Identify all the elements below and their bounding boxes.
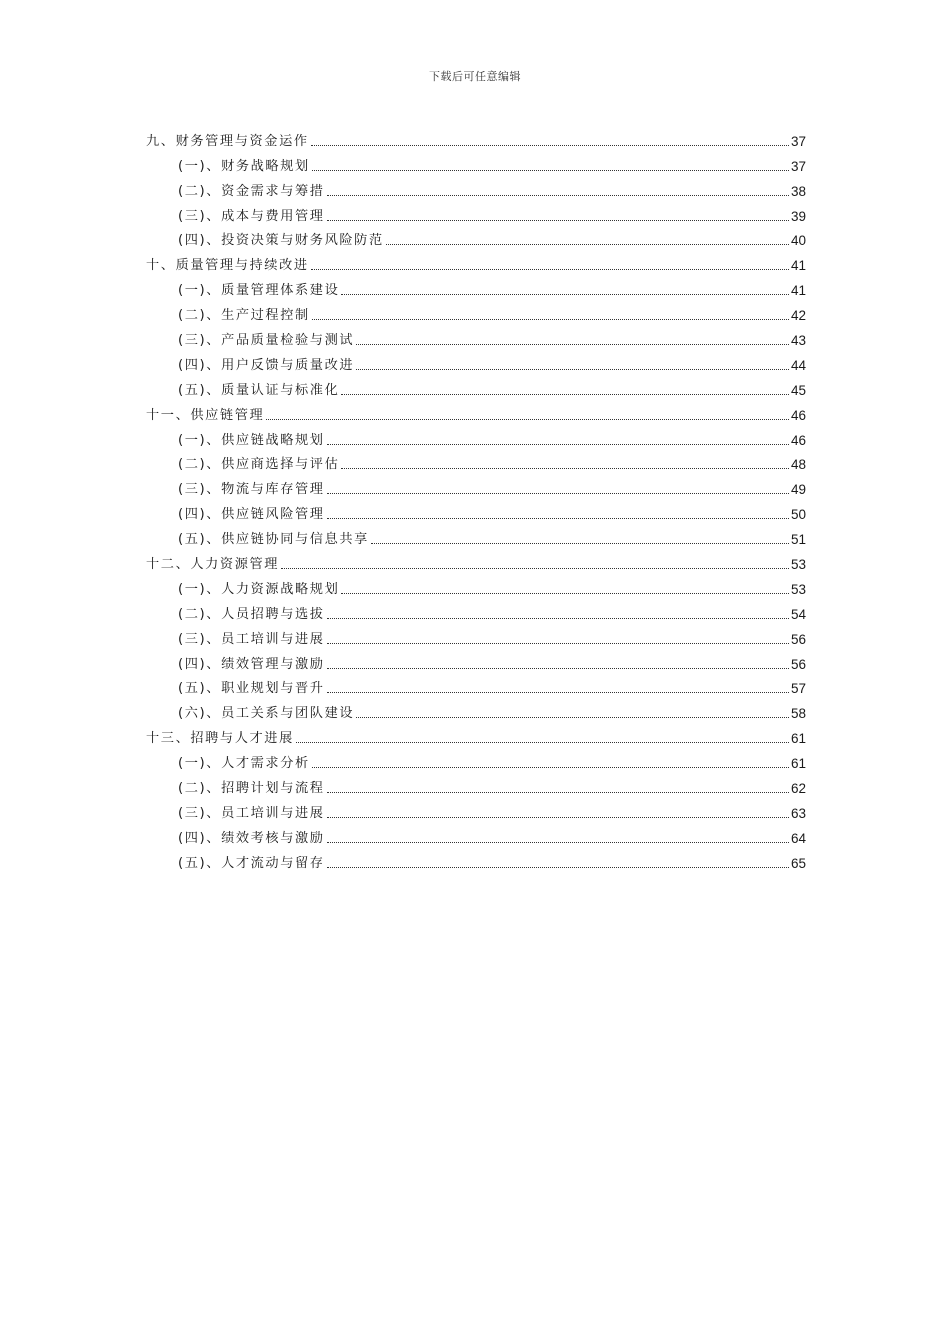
toc-page-number: 56 (790, 631, 806, 647)
toc-section-entry[interactable] (146, 649, 806, 674)
toc-entry-title: (四)、绩效管理与激励 (178, 656, 325, 672)
toc-dot-leader (327, 867, 789, 868)
toc-section-entry[interactable] (146, 773, 806, 798)
toc-dot-leader (356, 369, 789, 370)
toc-dot-leader (327, 792, 789, 793)
toc-page-number: 38 (790, 183, 806, 199)
toc-page-number: 51 (790, 532, 806, 548)
toc-entry-title: (二)、人员招聘与选拔 (178, 606, 325, 622)
toc-dot-leader (327, 618, 789, 619)
toc-dot-leader (371, 543, 789, 544)
toc-dot-leader (327, 493, 789, 494)
toc-entry-title: (五)、供应链协同与信息共享 (178, 532, 369, 548)
toc-page-number: 64 (790, 830, 806, 846)
toc-section-entry[interactable] (146, 275, 806, 300)
toc-page-number: 57 (790, 681, 806, 697)
toc-entry-title: (二)、供应商选择与评估 (178, 457, 340, 473)
toc-dot-leader (327, 817, 789, 818)
toc-entry-title: (一)、供应链战略规划 (178, 432, 325, 448)
toc-page-number: 44 (790, 357, 806, 373)
toc-page-number: 61 (790, 731, 806, 747)
toc-entry-title: (三)、员工培训与进展 (178, 805, 325, 821)
toc-dot-leader (327, 444, 789, 445)
table-of-contents (146, 126, 806, 873)
toc-entry-title: 十一、供应链管理 (146, 407, 265, 423)
toc-dot-leader (341, 394, 789, 395)
toc-dot-leader (341, 468, 789, 469)
toc-entry-title: (四)、投资决策与财务风险防范 (178, 233, 384, 249)
toc-dot-leader (311, 145, 789, 146)
toc-entry-title: (三)、物流与库存管理 (178, 482, 325, 498)
toc-entry-title: (四)、供应链风险管理 (178, 507, 325, 523)
toc-entry-title: (三)、员工培训与进展 (178, 631, 325, 647)
toc-entry-title: 十二、人力资源管理 (146, 557, 280, 573)
toc-section-entry[interactable] (146, 599, 806, 624)
toc-page-number: 53 (790, 581, 806, 597)
toc-entry-title: 十三、招聘与人才进展 (146, 731, 294, 747)
toc-chapter-entry[interactable] (146, 126, 806, 151)
toc-dot-leader (327, 220, 789, 221)
toc-page-number: 42 (790, 308, 806, 324)
toc-section-entry[interactable] (146, 574, 806, 599)
toc-section-entry[interactable] (146, 524, 806, 549)
toc-page-number: 54 (790, 606, 806, 622)
toc-entry-title: (六)、员工关系与团队建设 (178, 706, 355, 722)
toc-entry-title: (一)、人才需求分析 (178, 756, 310, 772)
toc-section-entry[interactable] (146, 823, 806, 848)
toc-section-entry[interactable] (146, 674, 806, 699)
toc-page-number: 53 (790, 557, 806, 573)
toc-entry-title: (四)、用户反馈与质量改进 (178, 357, 355, 373)
toc-dot-leader (281, 568, 789, 569)
toc-dot-leader (327, 692, 789, 693)
toc-entry-title: (三)、产品质量检验与测试 (178, 333, 355, 349)
toc-page-number: 40 (790, 233, 806, 249)
toc-section-entry[interactable] (146, 748, 806, 773)
toc-dot-leader (356, 717, 789, 718)
toc-page-number: 58 (790, 706, 806, 722)
toc-dot-leader (266, 419, 789, 420)
toc-dot-leader (356, 344, 789, 345)
toc-entry-title: (三)、成本与费用管理 (178, 208, 325, 224)
page-header: 下载后可任意编辑 (429, 70, 521, 83)
toc-section-entry[interactable] (146, 201, 806, 226)
toc-section-entry[interactable] (146, 325, 806, 350)
toc-section-entry[interactable] (146, 698, 806, 723)
toc-section-entry[interactable] (146, 375, 806, 400)
toc-page-number: 61 (790, 756, 806, 772)
toc-dot-leader (327, 842, 789, 843)
toc-page-number: 45 (790, 382, 806, 398)
toc-entry-title: (二)、生产过程控制 (178, 308, 310, 324)
toc-entry-title: (一)、人力资源战略规划 (178, 581, 340, 597)
toc-dot-leader (296, 742, 789, 743)
toc-page-number: 62 (790, 781, 806, 797)
toc-section-entry[interactable] (146, 176, 806, 201)
toc-entry-title: (一)、质量管理体系建设 (178, 283, 340, 299)
toc-chapter-entry[interactable] (146, 723, 806, 748)
toc-page-number: 56 (790, 656, 806, 672)
toc-chapter-entry[interactable] (146, 549, 806, 574)
toc-section-entry[interactable] (146, 350, 806, 375)
toc-page-number: 65 (790, 855, 806, 871)
toc-section-entry[interactable] (146, 474, 806, 499)
toc-entry-title: (一)、财务战略规划 (178, 158, 310, 174)
toc-dot-leader (341, 294, 789, 295)
toc-page-number: 46 (790, 407, 806, 423)
toc-section-entry[interactable] (146, 151, 806, 176)
toc-section-entry[interactable] (146, 798, 806, 823)
toc-page-number: 50 (790, 507, 806, 523)
toc-entry-title: (五)、质量认证与标准化 (178, 382, 340, 398)
toc-section-entry[interactable] (146, 226, 806, 251)
toc-page-number: 41 (790, 283, 806, 299)
toc-entry-title: (四)、绩效考核与激励 (178, 830, 325, 846)
toc-dot-leader (327, 518, 789, 519)
toc-dot-leader (341, 593, 789, 594)
toc-entry-title: 九、财务管理与资金运作 (146, 133, 309, 149)
toc-section-entry[interactable] (146, 450, 806, 475)
toc-section-entry[interactable] (146, 300, 806, 325)
toc-page-number: 43 (790, 333, 806, 349)
toc-entry-title: (五)、人才流动与留存 (178, 855, 325, 871)
toc-chapter-entry[interactable] (146, 250, 806, 275)
toc-entry-title: (二)、招聘计划与流程 (178, 781, 325, 797)
toc-entry-title: (五)、职业规划与晋升 (178, 681, 325, 697)
toc-page-number: 37 (790, 158, 806, 174)
toc-dot-leader (312, 767, 789, 768)
toc-page-number: 41 (790, 258, 806, 274)
toc-dot-leader (312, 170, 789, 171)
toc-dot-leader (386, 244, 789, 245)
toc-dot-leader (312, 319, 789, 320)
toc-dot-leader (327, 195, 789, 196)
toc-page-number: 49 (790, 482, 806, 498)
toc-entry-title: (二)、资金需求与筹措 (178, 183, 325, 199)
toc-section-entry[interactable] (146, 499, 806, 524)
toc-entry-title: 十、质量管理与持续改进 (146, 258, 309, 274)
toc-dot-leader (311, 269, 789, 270)
toc-dot-leader (327, 668, 789, 669)
toc-page-number: 46 (790, 432, 806, 448)
toc-page-number: 39 (790, 208, 806, 224)
toc-page-number: 48 (790, 457, 806, 473)
toc-section-entry[interactable] (146, 624, 806, 649)
toc-section-entry[interactable] (146, 425, 806, 450)
toc-section-entry[interactable] (146, 848, 806, 873)
toc-page-number: 63 (790, 805, 806, 821)
toc-page-number: 37 (790, 133, 806, 149)
toc-chapter-entry[interactable] (146, 400, 806, 425)
toc-dot-leader (327, 643, 789, 644)
